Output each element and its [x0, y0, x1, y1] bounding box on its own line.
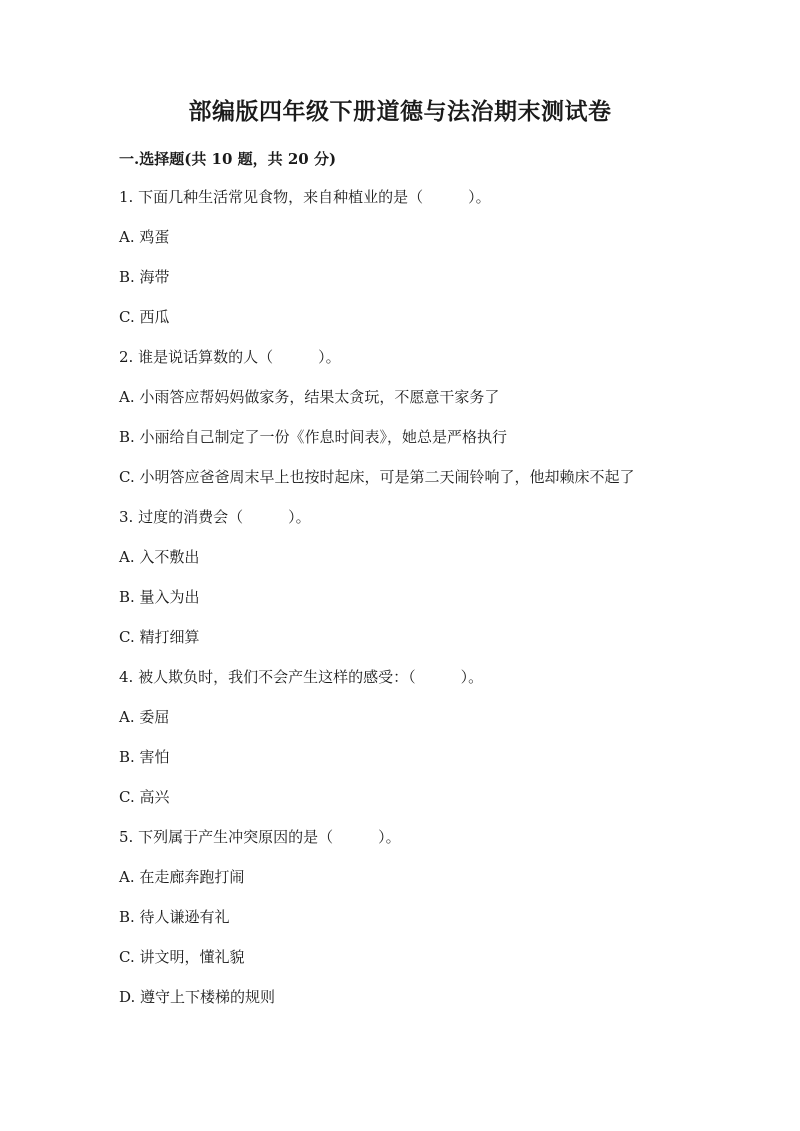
question-4-stem: 4. 被人欺负时，我们不会产生这样的感受：（ ）。 [119, 668, 484, 686]
question-5-option-a: A. 在走廊奔跑打闹 [119, 868, 245, 886]
question-2-stem: 2. 谁是说话算数的人（ ）。 [119, 348, 341, 366]
question-1-stem: 1. 下面几种生活常见食物，来自种植业的是（ ）。 [119, 188, 491, 206]
question-3-option-b: B. 量入为出 [119, 588, 200, 606]
question-5-option-b: B. 待人谦逊有礼 [119, 908, 230, 926]
question-4-option-c: C. 高兴 [119, 788, 170, 806]
question-1-option-b: B. 海带 [119, 268, 170, 286]
question-2-option-b: B. 小丽给自己制定了一份《作息时间表》，她总是严格执行 [119, 428, 508, 446]
section-heading: 一.选择题(共 10 题，共 20 分) [119, 150, 337, 168]
question-2-option-c: C. 小明答应爸爸周末早上也按时起床，可是第二天闹铃响了，他却赖床不起了 [119, 468, 635, 486]
question-2-option-a: A. 小雨答应帮妈妈做家务，结果太贪玩，不愿意干家务了 [119, 388, 500, 406]
question-list [119, 186, 759, 1026]
question-1-option-c: C. 西瓜 [119, 308, 170, 326]
question-3-option-c: C. 精打细算 [119, 628, 200, 646]
question-5-option-c: C. 讲文明，懂礼貌 [119, 948, 245, 966]
question-4-option-a: A. 委屈 [119, 708, 170, 726]
question-5-stem: 5. 下列属于产生冲突原因的是（ ）。 [119, 828, 401, 846]
question-4-option-b: B. 害怕 [119, 748, 170, 766]
question-1-option-a: A. 鸡蛋 [119, 228, 170, 246]
question-3-stem: 3. 过度的消费会（ ）。 [119, 508, 311, 526]
question-3-option-a: A. 入不敷出 [119, 548, 200, 566]
question-5-option-d: D. 遵守上下楼梯的规则 [119, 988, 276, 1006]
document-title: 部编版四年级下册道德与法治期末测试卷 [188, 98, 612, 125]
